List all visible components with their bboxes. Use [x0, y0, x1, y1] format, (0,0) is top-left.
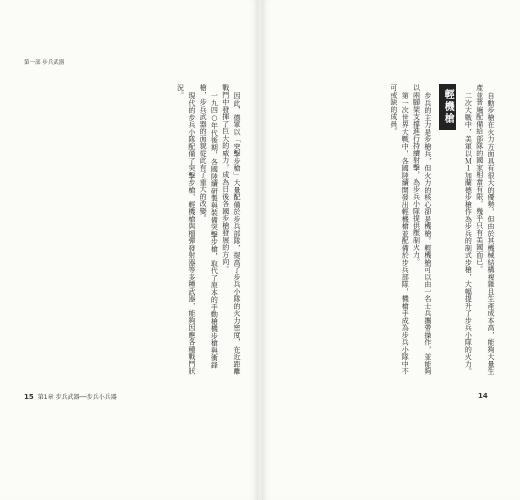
section-heading-wrap: [439, 84, 456, 376]
paragraph: 因此，德軍以「突擊步槍」大量配備於步兵部隊，提高了步兵小隊的火力密度，在近距離戰鬥中發揮了巨大的威力，成為日後各國步槍發展的方向。: [221, 84, 241, 375]
paragraph: 二次大戰中，美軍以Ｍ１加蘭德步槍作為步兵的制式步槍，大幅提升了步兵小隊的火力。: [464, 91, 473, 375]
right-page-folio: [474, 392, 488, 400]
left-body-text: [24, 84, 242, 376]
paragraph: 一九四○年代後期，各國陸續研製與裝備突擊步槍，取代了原本的手動槍機步槍與衝鋒槍，步兵武器的面貌從此有了重大的改變。: [199, 84, 219, 369]
left-page-folio: [24, 392, 117, 401]
section-heading: 輕機槍: [439, 84, 456, 130]
paragraph: 第一次世界大戰中，各國陸續開發出輕機槍並配備於步兵部隊，機槍手成為步兵小隊中不可或缺的成員。: [389, 84, 410, 375]
left-footer-text: 第1章 步兵武器──步兵小兵器: [37, 394, 117, 401]
left-page-number: 15: [24, 393, 34, 401]
right-page-number: 14: [478, 392, 488, 400]
paragraph: 自動步槍在火力方面具有很大的優勢，但由於其機械結構複雜且生產成本高，能夠大量生產並普遍配備給部隊的國家相當有限，幾乎只有美國而已。: [475, 84, 495, 375]
right-body-text: [274, 84, 496, 376]
right-page: [262, 0, 520, 500]
left-page: [0, 0, 258, 500]
part-header: 第一部 步兵武器: [24, 60, 65, 66]
paragraph: 步兵的主力是步槍兵，但火力的核心卻是機槍。輕機槍可以由一名士兵攜帶操作，並能夠以兩腳架支撐進行持續射擊，為步兵小隊提供壓制火力。: [412, 84, 432, 375]
paragraph: 現代的步兵小隊配備了突擊步槍、輕機槍與榴彈發射器等多種武器，能夠因應各種戰鬥狀況。: [176, 84, 196, 375]
